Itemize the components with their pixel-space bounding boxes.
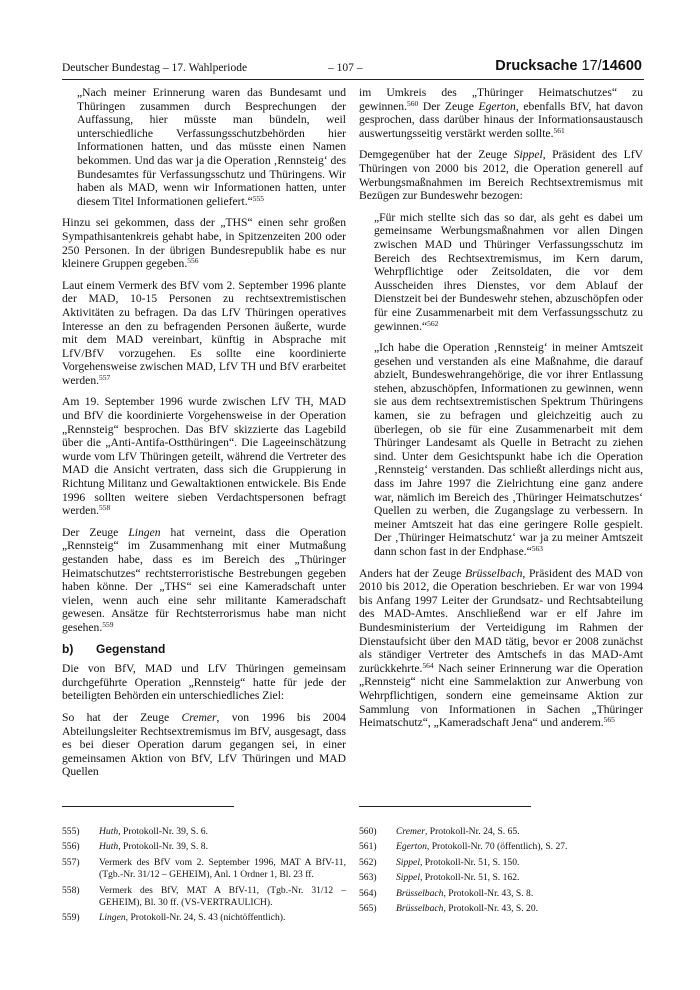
page-number: – 107 – (328, 62, 363, 74)
paragraph (62, 395, 346, 517)
footnote-number: 558) (62, 884, 80, 896)
paragraph-text: Der Zeuge (62, 525, 129, 539)
footnote-ref[interactable]: 558 (99, 503, 111, 513)
witness-name: Sippel (513, 148, 543, 162)
paragraph-text: , von 1996 bis 2004 Abteilungsleiter Rechtsextremismus im BfV, ausgesagt, dass es bei dieser Operation darum gegangen sei, in einer gemeinsamen Aktion von BfV, LfV Thüringen und MAD Quellen (62, 710, 346, 779)
witness-name: Cremer (181, 710, 217, 724)
footnote-number: 556) (62, 841, 80, 853)
footnote-ref[interactable]: 564 (422, 660, 434, 670)
footnote-name: Brüsselbach (396, 887, 444, 899)
quote-text: „Für mich stellte sich das so dar, als geht es dabei um gemeinsame Werbungsmaßnahmen vor allen Dingen zwischen MAD und Thüringer Verfassungsschutz im Bereich des Rechtsextremismus, im Kern darum, Wehrpflichtige oder Zeitsoldaten, die vor dem Ausscheiden ihres Dienstes, vor dem Ablauf der Dienstzeit bei der Bundeswehr stehen, abzuschöpfen oder für eine Zusammenarbeit mit dem Verfassungsschutz zu gewinnen.“ (374, 210, 643, 333)
paragraph-text: Demgegenüber hat der Zeuge (359, 148, 514, 162)
footnote-number: 565) (359, 903, 377, 915)
footnote-number: 564) (359, 887, 377, 899)
footnote-name: Egerton (396, 841, 427, 853)
footnote-name: Lingen (99, 912, 126, 924)
footnote-divider (62, 806, 234, 807)
footnote (62, 826, 346, 838)
document-period: 17/ (581, 58, 602, 74)
footnote-ref[interactable]: 555 (252, 193, 265, 203)
footnote-text: , Protokoll-Nr. 51, S. 150. (419, 856, 520, 868)
left-column (62, 86, 346, 787)
footnote-ref[interactable]: 562 (427, 318, 439, 328)
footnote-text: , Protokoll-Nr. 43, S. 8. (443, 887, 534, 899)
section-title: Gegenstand (96, 641, 166, 656)
paragraph (62, 279, 346, 388)
witness-name: Egerton (478, 99, 516, 113)
footnotes-right (359, 826, 643, 918)
paragraph (374, 341, 643, 559)
footnote-text: , Protokoll-Nr. 39, S. 8. (118, 841, 209, 853)
quote-text: „Ich habe die Operation ‚Rennsteig‘ in meiner Amtszeit gesehen und verstanden als eine Maßnahme, die darauf abzielt, Bundeswehrangehörige, die vor ihrer Entlassung stehen, abzuschöpfen, Informationen zu gewinnen, wenn sie aus dem rechtsextremistischen Spektrum Thüringens kamen, sie zu befragen und gleichzeitig auch zu überlegen, ob sie für eine Zusammenarbeit mit dem Thüringer Landesamt als Quelle in Betracht zu ziehen sind. Unter dem Gesichtspunkt habe ich die Operation ‚Rennsteig‘ verstanden. Das schließt allerdings nicht aus, dass im Jahre 1997 die Zielrichtung eine ganz andere war, nämlich im Bereich des ‚Thüringer Heimatschutzes‘ Quellen zu werben, die Zugangslage zu verbessern. In meiner Amtszeit hat das eine geringere Rolle gespielt. Der ‚Thüringer Heimatschutz‘ war ja zu meiner Amtszeit dann schon fast in der Endphase.“ (374, 341, 643, 558)
paragraph-text: Der Zeuge (418, 99, 479, 113)
footnote-text: , Protokoll-Nr. 39, S. 6. (118, 826, 209, 837)
parliament-label: Deutscher Bundestag – 17. Wahlperiode (62, 62, 248, 74)
paragraph-text: Nach seiner Erinnerung war die Operation „Rennsteig“ nicht eine Sammelaktion zur Anwerbung von Wehrpflichtigen, sondern eine gemeinsame Aktion zur Sammlung von Informationen in Sachen „Thüringer Heimatschutz“, „Kameradschaft Jena“ und anderem. (359, 661, 643, 730)
footnote-text: , Protokoll-Nr. 43, S. 20. (443, 903, 539, 915)
footnote-text: , Protokoll-Nr. 51, S. 162. (419, 872, 520, 884)
footnote-number: 559) (62, 912, 80, 924)
paragraph (77, 86, 346, 208)
document-id: 14600 (601, 58, 642, 74)
footnote-text: Vermerk des BfV vom 2. September 1996, MAT A BfV-11, (Tgb.-Nr. 31/12 – GEHEIM), Anl. 1 Ordner 1, Bl. 23 ff. (99, 856, 346, 881)
footnote-ref[interactable]: 556 (187, 256, 199, 266)
paragraph (62, 216, 346, 270)
footnote (62, 857, 346, 882)
footnote (359, 826, 643, 838)
paragraph (62, 711, 346, 779)
paragraph-text: , Präsident des MAD von 2010 bis 2012, die Operation beschrieben. Er war von 1994 bis Anfang 1997 Leiter der Grundsatz- und Rechtsabteilung des MAD-Amtes. Anschließend war er elf Jahre im Bundesministerium der Verteidigung im Rahmen der Dienstaufsicht über den MAD tätig, bevor er 2008 zunächst als ständiger Vertreter des Amtschefs in das MAD-Amt zurückkehrte. (359, 566, 644, 675)
paragraph-text: hat verneint, dass die Operation „Rennsteig“ im Zusammenhang mit einer Mutmaßung gestanden habe, dass es im Bereich des „Thüringer Heimatschutzes“ rechtsterroristische Bestrebungen gegeben haben könne. Der „THS“ sei eine Kameradschaft unter vielen, wenn auch eine sehr militante Kameradschaft gewesen. Ansätze für Rechtsterrorismus habe man nicht gesehen. (62, 525, 346, 634)
footnote-ref[interactable]: 561 (553, 125, 565, 135)
footnote-ref[interactable]: 557 (99, 372, 111, 382)
paragraph-text: Laut einem Vermerk des BfV vom 2. September 1996 plante der MAD, 10-15 Personen zu rechtsextremistischen Aktivitäten zu befragen. Da das LfV Thüringen operatives Interesse an den zu befragenden Personen äußerte, wurde mit dem MAD vereinbart, künftig in Absprache mit LfV/BfV vorzugehen. Es sollte eine koordinierte Vorgehensweise zwischen MAD, LfV TH und BfV erarbeitet werden. (62, 278, 346, 387)
footnote-text: , Protokoll-Nr. 24, S. 43 (nichtöffentlich). (125, 912, 286, 924)
footnote-name: Brüsselbach (396, 903, 444, 915)
footnote (62, 885, 346, 910)
footnote-name: Huth (99, 826, 119, 837)
footnote (62, 912, 346, 924)
paragraph-text: , ebenfalls BfV, hat davon gesprochen, dass darüber hinaus der Informationsaustausch auswertungsseitig verstärkt werden sollte. (359, 99, 643, 140)
header-rule (62, 79, 644, 80)
paragraph (359, 148, 643, 202)
paragraph-text: , Präsident des LfV Thüringen von 2000 bis 2012, die Operation generell auf Werbungsmaßnahmen im Bereich Rechtsextremismus mit Bezügen zur Bundeswehr bezogen: (359, 148, 643, 203)
footnote-number: 555) (62, 826, 80, 837)
footnote-number: 560) (359, 826, 377, 837)
footnote-number: 561) (359, 841, 377, 853)
section-label: b) (62, 641, 74, 656)
footnote-name: Cremer (396, 826, 425, 837)
footnote-number: 557) (62, 856, 80, 868)
footnote (359, 903, 643, 915)
footnote-divider (359, 806, 531, 807)
paragraph-text: Am 19. September 1996 wurde zwischen LfV TH, MAD und BfV die koordinierte Vorgehensweise in der Operation „Rennsteig“ besprochen. Das BfV skizzierte das Lagebild über die „Anti-Antifa-Ostthüringen“. Die Lageeinschätzung wurde vom LfV Thüringen geteilt, während die Vertreter des MAD die Ansicht vertraten, dass sich die Gruppierung in Richtung Militanz und Gewaltaktionen entwickele. Bis Ende 1996 sollten weitere sieben Verdachtspersonen befragt werden. (62, 395, 346, 518)
footnote-text: , Protokoll-Nr. 70 (öffentlich), S. 27. (426, 841, 568, 853)
footnote (359, 872, 643, 884)
footnote-ref[interactable]: 559 (102, 619, 114, 629)
footnote-ref[interactable]: 563 (531, 544, 544, 553)
section-heading (62, 643, 346, 657)
paragraph (62, 662, 346, 703)
right-column (359, 86, 643, 738)
paragraph-text: Hinzu sei gekommen, dass der „THS“ einen sehr großen Sympathisantenkreis gehabt habe, in Spitzenzeiten 200 oder 250 Personen. In der übrigen Bundesrepublik habe es nur kleinere Gruppen gegeben. (62, 216, 346, 271)
paragraph-text: im Umkreis des „Thüringer Heimatschutzes“ zu gewinnen. (359, 86, 643, 113)
quote-text: „Nach meiner Erinnerung waren das Bundesamt und Thüringen zusammen durch Besprechungen der Auffassung, hier müsste man bündeln, weil unterschiedliche Verfassungsschutzbehörden hier Informationen hatten, und das müsste einen Namen bekommen. Und das war ja die Operation ‚Rennsteig‘ des Bundesamtes für Verfassungsschutz und Thüringens. Wir haben als MAD, wenn wir Informationen hatten, unter diesem Titel Informationen geliefert.“ (77, 86, 346, 208)
footnote-ref[interactable]: 560 (406, 98, 419, 108)
footnote-name: Huth (99, 841, 119, 853)
document-prefix: Drucksache (495, 58, 582, 74)
footnote-text: , Protokoll-Nr. 24, S. 65. (424, 826, 520, 837)
footnote-name: Sippel (396, 856, 420, 868)
witness-name: Lingen (128, 525, 161, 539)
footnote (62, 841, 346, 853)
paragraph-text: Anders hat der Zeuge (359, 566, 466, 580)
footnote (359, 888, 643, 900)
footnote-number: 562) (359, 856, 377, 868)
footnote (359, 841, 643, 853)
witness-name: Brüsselbach (465, 566, 523, 580)
paragraph-text: Die von BfV, MAD und LfV Thüringen gemeinsam durchgeführte Operation „Rennsteig“ hatte für jede der beteiligten Behörden ein unterschiedliches Ziel: (62, 662, 346, 703)
footnote (359, 857, 643, 869)
footnote-name: Sippel (396, 872, 420, 884)
paragraph (359, 567, 643, 730)
footnote-ref[interactable]: 565 (603, 715, 615, 725)
footnote-number: 563) (359, 872, 377, 884)
page-header (62, 58, 642, 78)
footnote-text: Vermerk des BfV, MAT A BfV-11, (Tgb.-Nr. 31/12 – GEHEIM), Bl. 30 ff. (VS-VERTRAULICH). (99, 884, 346, 909)
paragraph-text: So hat der Zeuge (62, 710, 182, 724)
paragraph (359, 86, 643, 140)
paragraph (62, 526, 346, 635)
paragraph (374, 211, 643, 333)
document-number (495, 58, 642, 74)
footnotes-left (62, 826, 346, 928)
